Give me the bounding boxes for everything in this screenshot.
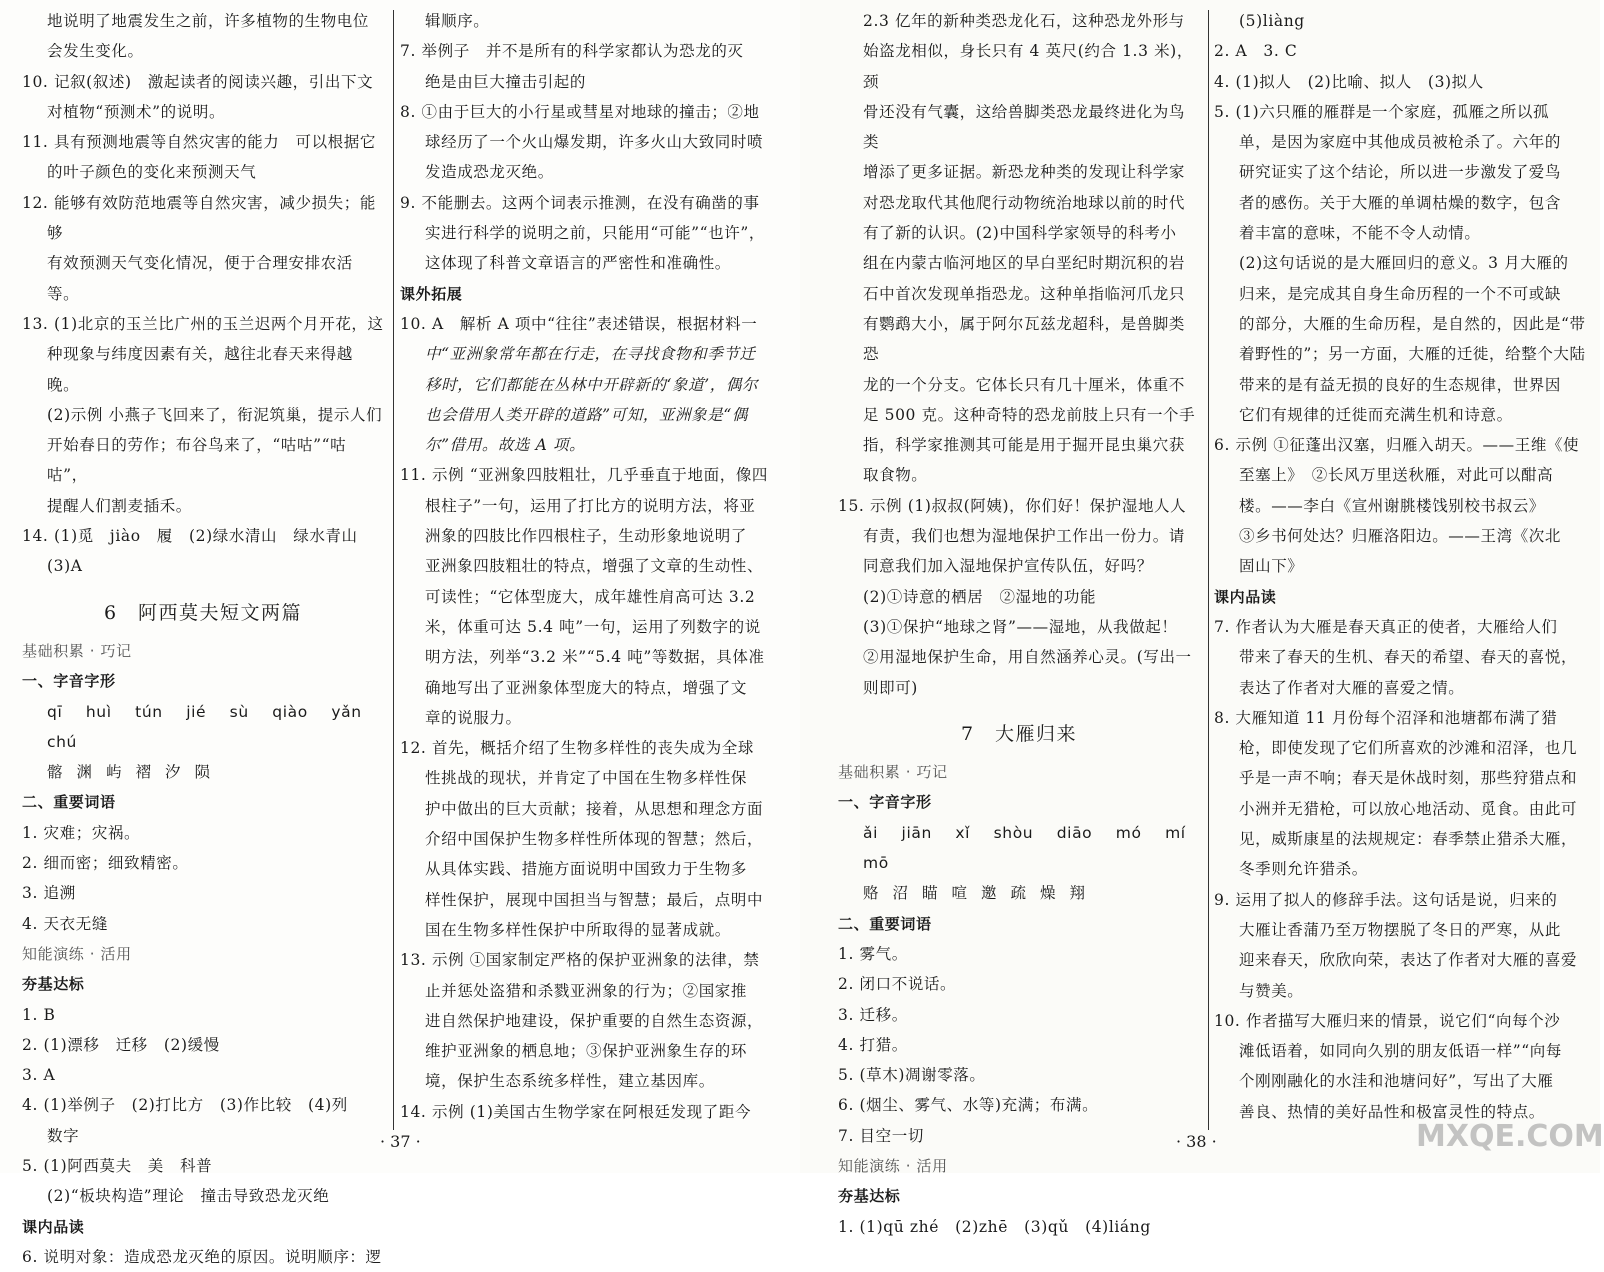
section-heading: 夯基达标 [838,1187,901,1206]
text-line: 足 500 克。这种奇特的恐龙前肢上只有一个手 [863,405,1196,424]
text-line: 迎来春天，欣欣向荣，表达了作者对大雁的喜爱 [1239,951,1578,970]
text-line: (3)A [47,557,83,576]
text-line: 石中首次发现单指恐龙。这种单指临河爪龙只 [863,284,1186,303]
section-heading: 一、字音字形 [838,793,932,812]
section-heading: 基础积累 · 巧记 [838,763,948,782]
text-line: 实进行科学的说明之前，只能用“可能”“也许”， [425,224,765,243]
text-line: 者的感伤。关于大雁的单调枯燥的数字，包含 [1239,193,1562,212]
text-line: 发造成恐龙灭绝。 [425,163,554,182]
text-line: 这体现了科普文章语言的严密性和准确性。 [425,254,731,273]
text-line: 11. 具有预测地震等自然灾害的能力 可以根据它 [22,133,376,152]
text-line: 会发生变化。 [47,42,144,61]
text-line: 9. 不能删去。这两个词表示推测，在没有确凿的事 [400,193,760,212]
text-line: 球经历了一个火山爆发期，许多火山大致同时喷 [425,133,764,152]
chapter-title: 7 大雁归来 [960,722,1078,745]
text-line: 5. (1)六只雁的雁群是一个家庭，孤雁之所以孤 [1214,102,1550,121]
page-number: · 37 · [380,1132,421,1151]
text-line: 对植物“预测术”的说明。 [47,102,226,121]
section-heading: 课内品读 [1214,587,1277,606]
text-line: 8. 大雁知道 11 月份每个沼泽和池塘都布满了猎 [1214,708,1558,727]
text-line: 骨还没有气囊，这给兽脚类恐龙最终进化为鸟类 [863,102,1186,152]
text-line: 提醒人们割麦插禾。 [47,496,192,515]
text-line: 15. 示例 (1)叔叔(阿姨)，你们好！保护湿地人人 [838,496,1187,515]
text-line: 辑顺序。 [425,12,490,30]
text-line: 4. (1)举例子 (2)打比方 (3)作比较 (4)列 [22,1096,348,1115]
text-line: 11. 示例 “亚洲象四肢粗壮，几乎垂直于地面，像四 [400,466,769,485]
text-line: 开始春日的劳作；布谷鸟来了，“咕咕”“咕咕”， [47,436,347,485]
text-line: 1. 灾难；灾祸。 [22,823,141,842]
text-line: (3)①保护“地球之肾”——湿地，从我做起！ [863,617,1178,636]
text-line: (2)“板块构造”理论 撞击导致恐龙灭绝 [47,1187,330,1206]
text-line: 归来，是完成其自身生命历程的一个不可或缺 [1239,284,1562,303]
text-line: 大雁让香蒲乃至万物摆脱了冬日的严寒，从此 [1239,920,1562,939]
text-line: 与赞美。 [1239,981,1304,1000]
text-line: 则即可) [863,678,918,697]
text-line: 它们有规律的迁徙而充满生机和诗意。 [1239,405,1513,424]
text-line: 洲象的四肢比作四根柱子，生动形象地说明了 [425,527,748,546]
left-column-1 [22,6,384,1266]
text-line: 13. 示例 ①国家制定严格的保护亚洲象的法律，禁 [400,951,760,970]
watermark-logo: MXQE.COM [1416,1119,1604,1154]
text-line: 8. ①由于巨大的小行星或彗星对地球的撞击；②地 [400,102,760,121]
text-line: 明方法，列举“3.2 米”“5.4 吨”等数据，具体准 [425,648,765,667]
text-line: 绝是由巨大撞击引起的 [425,72,587,91]
section-heading: 课内品读 [22,1217,85,1236]
left-column-2 [400,6,780,1126]
text-line: 性挑战的现状，并肯定了中国在生物多样性保 [425,769,748,788]
section-heading: 二、重要词语 [22,793,116,812]
text-line: 14. (1)觅 jiào 履 (2)绿水清山 绿水青山 [22,527,358,546]
text-line: 3. 追溯 [22,884,76,903]
text-line: 2. (1)漂移 迁移 (2)缓慢 [22,1035,220,1054]
text-line: 同意我们加入湿地保护宣传队伍，好吗？ [863,557,1153,576]
column-divider [1208,10,1209,1130]
text-line: 单，是因为家庭中其他成员被枪杀了。六年的 [1239,133,1562,152]
text-line: 6. 说明对象：造成恐龙灭绝的原因。说明顺序：逻 [22,1247,382,1266]
section-heading: 一、字音字形 [22,672,116,691]
text-line: 7. 作者认为大雁是春天真正的使者，大雁给人们 [1214,617,1558,636]
text-line: 带来了春天的生机、春天的希望、春天的喜悦， [1239,648,1578,667]
text-line: qī huì tún jié sù qiào yǎn chú [47,702,362,751]
text-line: 4. 打猎。 [838,1035,908,1054]
text-line: 赂沼瞄喧邀疏燥翔 [863,884,1100,903]
text-line: 2.3 亿年的新种类恐龙化石，这种恐龙外形与 [863,12,1185,30]
text-line: 善良、热情的美好品性和极富灵性的特点。 [1239,1102,1545,1121]
text-line: 冬季则允许猎杀。 [1239,860,1368,879]
text-line: 枪，即使发现了它们所喜欢的沙滩和沼泽，也几 [1239,739,1578,758]
text-line: 着丰富的意味，不能不令人动情。 [1239,224,1481,243]
text-line: 见，威斯康星的法规规定：春季禁止猎杀大雁， [1239,830,1578,849]
text-line: 13. (1)北京的玉兰比广州的玉兰迟两个月开花，这 [22,314,384,333]
text-line: 止并惩处盗猎和杀戮亚洲象的行为；②国家推 [425,981,748,1000]
text-line: 国在生物多样性保护中所取得的显著成就。 [425,920,731,939]
text-line: 10. 作者描写大雁归来的情景，说它们“向每个沙 [1214,1011,1561,1030]
text-line: 境，保护生态系统多样性，建立基因库。 [425,1072,715,1091]
text-line: 始盗龙相似，身长只有 4 英尺(约合 1.3 米)，颈 [863,42,1193,91]
text-line: 的部分，大雁的生命历程，是自然的，因此是“带 [1239,314,1586,333]
text-line: 数字 [47,1126,80,1145]
text-line: 1. B [22,1005,56,1024]
section-heading: 知能演练 · 活用 [22,944,132,963]
text-line: ǎi jiān xǐ shòu diāo mó mí mō [863,823,1186,873]
text-line: 12. 首先，概括介绍了生物多样性的丧失成为全球 [400,739,754,758]
text-line: 亚洲象四肢粗壮的特点，增强了文章的生动性、 [425,557,764,576]
text-line: 尔”借用。故选 A 项。 [425,436,586,455]
text-line: 带来的是有益无损的良好的生态规律，世界因 [1239,375,1562,394]
text-line: 10. A 解析 A 项中“往往”表述错误，根据材料一 [400,314,758,333]
text-line: (2)①诗意的栖居 ②湿地的功能 [863,587,1097,606]
text-line: 护中做出的巨大贡献；接着，从思想和理念方面 [425,799,764,818]
chapter-title: 6 阿西莫夫短文两篇 [103,601,303,624]
right-column-2 [1214,6,1586,1126]
text-line: 表达了作者对大雁的喜爱之情。 [1239,678,1465,697]
text-line: 的叶子颜色的变化来预测天气 [47,163,257,182]
text-line: 取食物。 [863,466,928,485]
text-line: 移时，它们都能在丛林中开辟新的‘象道’，偶尔 [425,375,759,394]
text-line: 髂渊屿褶汐陨 [47,763,225,782]
text-line: 固山下》 [1239,557,1304,576]
text-line: ③乡书何处达？归雁洛阳边。——王湾《次北 [1239,527,1562,546]
text-line: (5)liàng [1239,12,1305,30]
text-line: 组在内蒙古临河地区的早白垩纪时期沉积的岩 [863,254,1186,273]
text-line: 样性保护，展现中国担当与智慧；最后，点明中 [425,890,764,909]
text-line: 10. 记叙(叙述) 激起读者的阅读兴趣，引出下文 [22,72,374,91]
text-line: 增添了更多证据。新恐龙种类的发现让科学家 [863,163,1186,182]
column-divider [393,10,394,1130]
text-line: 从具体实践、措施方面说明中国致力于生物多 [425,860,748,879]
text-line: 6. (烟尘、雾气、水等)充满；布满。 [838,1096,1099,1115]
text-line: 根柱子”一句，运用了打比方的说明方法，将亚 [425,496,756,515]
text-line: 5. (1)阿西莫夫 美 科普 [22,1156,213,1175]
text-line: 乎是一声不响；春天是休战时刻，那些狩猎点和 [1239,769,1578,788]
text-line: 介绍中国保护生物多样性所体现的智慧；然后， [425,830,764,849]
left-page [0,0,800,1266]
text-line: 可读性；“它体型庞大，成年雄性肩高可达 3.2 [425,587,756,606]
text-line: 2. A 3. C [1214,42,1298,61]
text-line: 3. 迁移。 [838,1005,908,1024]
text-line: 2. 闭口不说话。 [838,975,957,994]
text-line: 着野性的”；另一方面，大雁的迁徙，给整个大陆 [1239,345,1586,364]
text-line: 确地写出了亚洲象体型庞大的特点，增强了文 [425,678,748,697]
text-line: 米，体重可达 5.4 吨”一句，运用了列数字的说 [425,617,761,636]
text-line: 6. 示例 ①征蓬出汉塞，归雁入胡天。——王维《使 [1214,436,1580,455]
right-page [800,0,1604,1236]
text-line: 4. (1)拟人 (2)比喻、拟人 (3)拟人 [1214,72,1484,91]
text-line: 有鹦鹉大小，属于阿尔瓦兹龙超科，是兽脚类恐 [863,314,1186,364]
section-heading: 夯基达标 [22,975,85,994]
text-line: 7. 目空一切 [838,1126,924,1145]
text-line: 1. (1)qū zhé (2)zhē (3)qǔ (4)liáng [838,1217,1151,1236]
text-line: 14. 示例 (1)美国古生物学家在阿根廷发现了距今 [400,1102,752,1121]
text-line: 种现象与纬度因素有关，越往北春天来得越晚。 [47,345,353,394]
text-line: 指，科学家推测其可能是用于掘开昆虫巢穴获 [863,436,1186,455]
text-line: 有了新的认识。(2)中国科学家领导的科考小 [863,224,1177,243]
text-line: 2. 细而密；细致精密。 [22,854,189,873]
text-line: 个刚刚融化的水洼和池塘问好”，写出了大雁 [1239,1072,1554,1091]
text-line: 楼。——李白《宣州谢朓楼饯别校书叔云》 [1239,496,1545,515]
text-line: 12. 能够有效防范地震等自然灾害，减少损失；能够 [22,193,376,243]
section-heading: 二、重要词语 [838,914,932,933]
text-line: (2)示例 小燕子飞回来了，衔泥筑巢，提示人们 [47,405,383,424]
text-line: 地说明了地震发生之前，许多植物的生物电位 [47,12,370,30]
section-heading: 课外拓展 [400,284,463,303]
page-number: · 38 · [1176,1132,1217,1151]
text-line: 也会借用人类开辟的道路”可知，亚洲象是“偶 [425,405,748,424]
text-line: 5. (草木)凋谢零落。 [838,1066,986,1085]
section-heading: 知能演练 · 活用 [838,1156,948,1175]
text-line: 4. 天衣无缝 [22,914,108,933]
text-line: 中“亚洲象常年都在行走，在寻找食物和季节迁 [425,345,756,364]
text-line: 研究证实了这个结论，所以进一步激发了爱鸟 [1239,163,1562,182]
text-line: ②用湿地保护生命，用自然涵养心灵。(写出一 [863,648,1192,667]
text-line: (2)这句话说的是大雁回归的意义。3 月大雁的 [1239,254,1569,273]
text-line: 龙的一个分支。它体长只有几十厘米，体重不 [863,375,1186,394]
section-heading: 基础积累 · 巧记 [22,641,132,660]
text-line: 7. 举例子 并不是所有的科学家都认为恐龙的灭 [400,42,744,61]
text-line: 1. 雾气。 [838,944,908,963]
text-line: 有效预测天气变化情况，便于合理安排农活等。 [47,254,353,303]
text-line: 有责，我们也想为湿地保护工作出一份力。请 [863,527,1186,546]
text-line: 9. 运用了拟人的修辞手法。这句话是说，归来的 [1214,890,1558,909]
text-line: 3. A [22,1066,56,1085]
text-line: 章的说服力。 [425,708,522,727]
text-line: 进自然保护地建设，保护重要的自然生态资源， [425,1011,764,1030]
text-line: 滩低语着，如同向久别的朋友低语一样”“向每 [1239,1042,1562,1061]
text-line: 对恐龙取代其他爬行动物统治地球以前的时代 [863,193,1186,212]
text-line: 维护亚洲象的栖息地；③保护亚洲象生存的环 [425,1042,748,1061]
text-line: 小洲并无猎枪，可以放心地活动、觅食。由此可 [1239,799,1578,818]
text-line: 至塞上》 ②长风万里送秋雁，对此可以酣高 [1239,466,1554,485]
